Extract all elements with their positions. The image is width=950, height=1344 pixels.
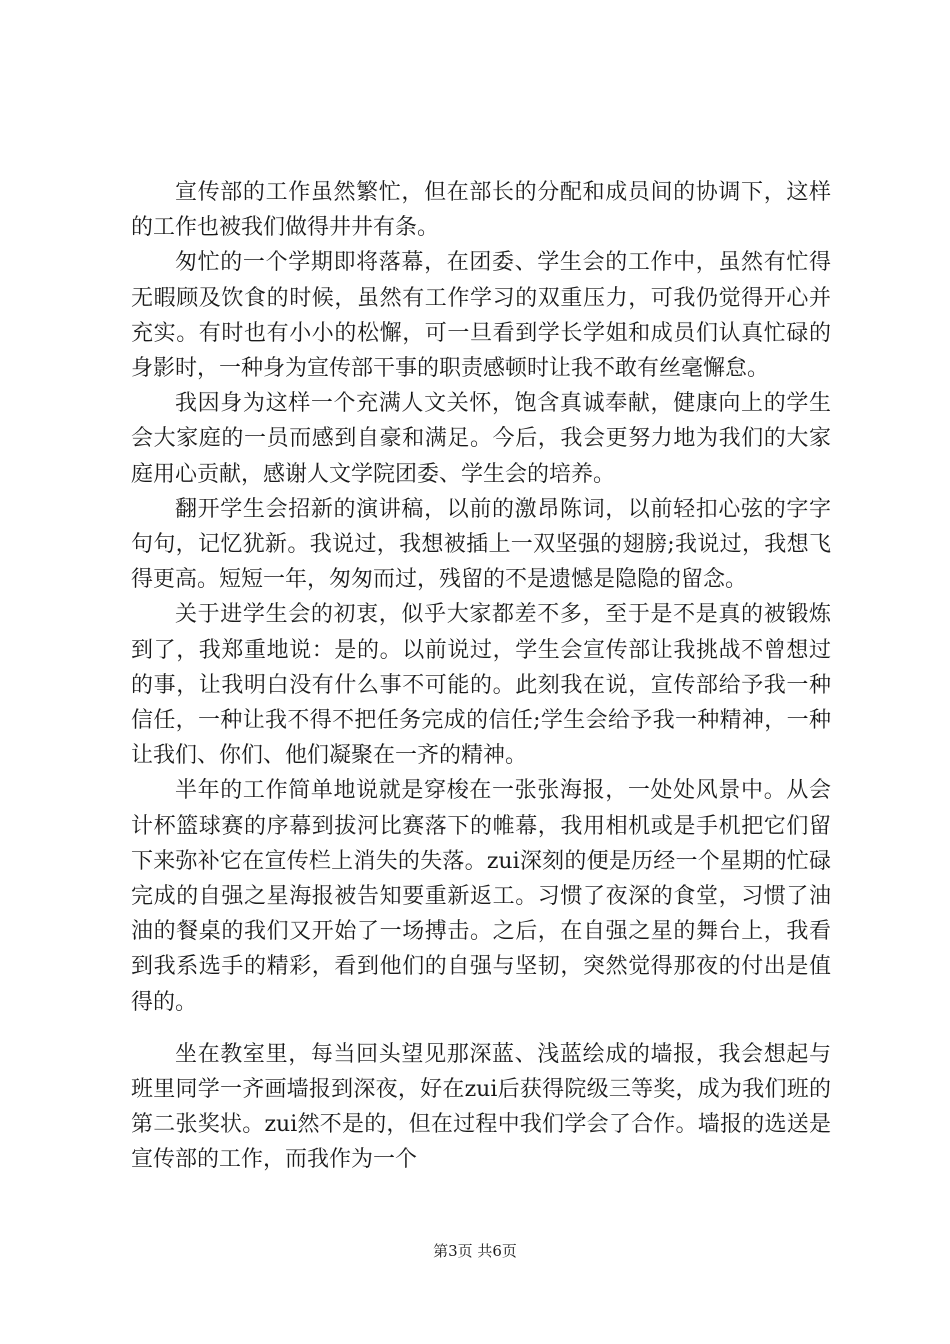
page-footer: 第3页 共6页 bbox=[433, 1242, 517, 1260]
paragraph-1: 宣传部的工作虽然繁忙，但在部长的分配和成员间的协调下，这样的工作也被我们做得井井有条。 bbox=[131, 180, 831, 241]
document-body bbox=[131, 175, 831, 1178]
paragraph-7: 坐在教室里，每当回头望见那深蓝、浅蓝绘成的墙报，我会想起与班里同学一齐画墙报到深夜，好在zui后获得院级三等奖，成为我们班的第二张奖状。zui然不是的，但在过程中我们学会了合作。墙报的选送是宣传部的工作，而我作为一个 bbox=[131, 1041, 831, 1173]
paragraph-6: 半年的工作简单地说就是穿梭在一张张海报，一处处风景中。从会计杯篮球赛的序幕到拔河比赛落下的帷幕，我用相机或是手机把它们留下来弥补它在宣传栏上消失的失落。zui深刻的便是历经一个星期的忙碌完成的自强之星海报被告知要重新返工。习惯了夜深的食堂，习惯了油油的餐桌的我们又开始了一场搏击。之后，在自强之星的舞台上，我看到我系选手的精彩，看到他们的自强与坚韧，突然觉得那夜的付出是值得的。 bbox=[131, 778, 831, 1015]
paragraph-2: 匆忙的一个学期即将落幕，在团委、学生会的工作中，虽然有忙得无暇顾及饮食的时候，虽然有工作学习的双重压力，可我仍觉得开心并充实。有时也有小小的松懈，可一旦看到学长学姐和成员们认真忙碌的身影时，一种身为宣传部干事的职责感顿时让我不敢有丝毫懈怠。 bbox=[131, 250, 831, 382]
paragraph-5: 关于进学生会的初衷，似乎大家都差不多，至于是不是真的被锻炼到了，我郑重地说：是的。以前说过，学生会宣传部让我挑战不曾想过的事，让我明白没有什么事不可能的。此刻我在说，宣传部给予我一种信任，一种让我不得不把任务完成的信任;学生会给予我一种精神，一种让我们、你们、他们凝聚在一齐的精神。 bbox=[131, 602, 831, 769]
paragraph-3: 我因身为这样一个充满人文关怀，饱含真诚奉献，健康向上的学生会大家庭的一员而感到自豪和满足。今后，我会更努力地为我们的大家庭用心贡献，感谢人文学院团委、学生会的培养。 bbox=[131, 391, 831, 487]
paragraph-4: 翻开学生会招新的演讲稿，以前的激昂陈词，以前轻扣心弦的字字句句，记忆犹新。我说过，我想被插上一双坚强的翅膀;我说过，我想飞得更高。短短一年，匆匆而过，残留的不是遗憾是隐隐的留念。 bbox=[131, 496, 831, 593]
